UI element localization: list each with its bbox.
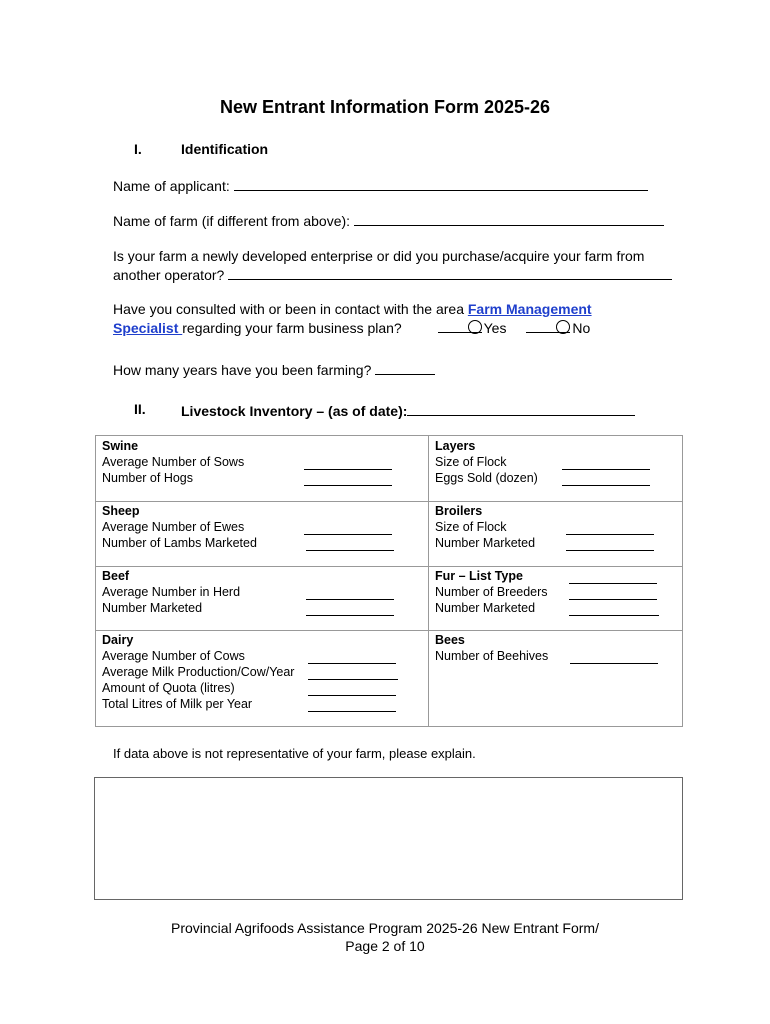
section-1-number: I. [134,141,142,157]
sheep-heading: Sheep [102,504,140,518]
farm-name-row [113,211,664,229]
section-2-title: Livestock Inventory – (as of date): [181,403,408,419]
beef-herd-field[interactable] [306,599,394,600]
broilers-cell [435,503,535,551]
dairy-cell [102,632,294,712]
applicant-label: Name of applicant: [113,178,230,194]
farm-name-label: Name of farm (if different from above): [113,213,351,229]
section-2-number: II. [134,401,146,417]
acquire-question-line2: another operator? [113,267,225,283]
swine-hogs-field[interactable] [304,485,392,486]
beef-item: Average Number in Herd [102,585,241,599]
dairy-litres-field[interactable] [308,711,396,712]
broilers-marketed-field[interactable] [566,550,654,551]
farm-management-specialist-link[interactable]: Farm Management [467,301,592,317]
sheep-lambs-field[interactable] [306,550,394,551]
years-label: How many years have you been farming? [113,362,372,378]
layers-cell [435,438,538,486]
table-row-divider [96,566,682,567]
swine-heading: Swine [102,439,139,453]
broilers-flock-field[interactable] [566,534,654,535]
bees-hives-field[interactable] [570,663,658,664]
fur-type-field[interactable] [569,583,657,584]
form-title: New Entrant Information Form 2025-26 [219,97,551,117]
dairy-item: Total Litres of Milk per Year [102,697,253,711]
fur-cell [435,568,548,616]
dairy-item: Average Number of Cows [102,649,245,663]
fur-marketed-field[interactable] [569,615,659,616]
acquire-row [113,265,672,283]
consult-row-1 [113,301,592,317]
fur-item: Number Marketed [435,601,536,615]
bees-cell [435,632,548,664]
beef-heading: Beef [102,569,130,583]
fur-breeders-field[interactable] [569,599,657,600]
dairy-quota-field[interactable] [308,695,396,696]
beef-marketed-field[interactable] [306,615,394,616]
consult-row-2 [113,318,590,336]
dairy-item: Average Milk Production/Cow/Year [102,665,295,679]
farm-name-field[interactable] [354,211,664,226]
years-row [113,360,435,378]
dairy-production-field[interactable] [308,679,398,680]
swine-sows-field[interactable] [304,469,392,470]
layers-item: Size of Flock [435,455,507,469]
specialist-link[interactable]: Specialist [113,320,183,336]
sheep-cell [102,503,257,551]
broilers-item: Number Marketed [435,536,536,550]
footer-program: Provincial Agrifoods Assistance Program 2025-26 New Entrant Form/ [171,920,599,936]
table-row-divider [96,501,682,502]
sheep-ewes-field[interactable] [304,534,392,535]
footer-page-number: Page 2 of 10 [345,938,425,954]
broilers-heading: Broilers [435,504,483,518]
swine-cell [102,438,244,486]
dairy-cows-field[interactable] [308,663,396,664]
table-row-divider [96,630,682,631]
table-divider [428,436,429,726]
section-2-title-row [181,401,635,419]
fur-heading: Fur – List Type [435,569,523,583]
years-field[interactable] [375,360,435,375]
beef-item: Number Marketed [102,601,203,615]
layers-flock-field[interactable] [562,469,650,470]
swine-item: Average Number of Sows [102,455,245,469]
fur-item: Number of Breeders [435,585,548,599]
consult-question-line2: regarding your farm business plan? [182,320,402,336]
bees-item: Number of Beehives [435,649,549,663]
layers-item: Eggs Sold (dozen) [435,471,538,485]
yes-radio-icon[interactable] [468,320,482,334]
layers-eggs-field[interactable] [562,485,650,486]
consult-question-line1: Have you consulted with or been in contact with the area [113,301,468,317]
explain-textbox[interactable] [94,777,683,900]
broilers-item: Size of Flock [435,520,507,534]
sheep-item: Number of Lambs Marketed [102,536,257,550]
acquire-field[interactable] [228,265,672,280]
dairy-heading: Dairy [102,633,134,647]
explain-label: If data above is not representative of your farm, please explain. [113,746,476,761]
applicant-row [113,176,648,194]
layers-heading: Layers [435,439,476,453]
beef-cell [102,568,240,616]
no-label: No [572,320,591,336]
applicant-field[interactable] [234,176,648,191]
swine-item: Number of Hogs [102,471,194,485]
bees-heading: Bees [435,633,465,647]
acquire-question-line1: Is your farm a newly developed enterprise or did you purchase/acquire your farm from [113,248,645,264]
as-of-date-field[interactable] [407,401,635,416]
yes-label: Yes [483,320,507,336]
dairy-item: Amount of Quota (litres) [102,681,235,695]
section-1-title: Identification [181,141,269,157]
livestock-inventory-table [95,435,683,727]
sheep-item: Average Number of Ewes [102,520,245,534]
